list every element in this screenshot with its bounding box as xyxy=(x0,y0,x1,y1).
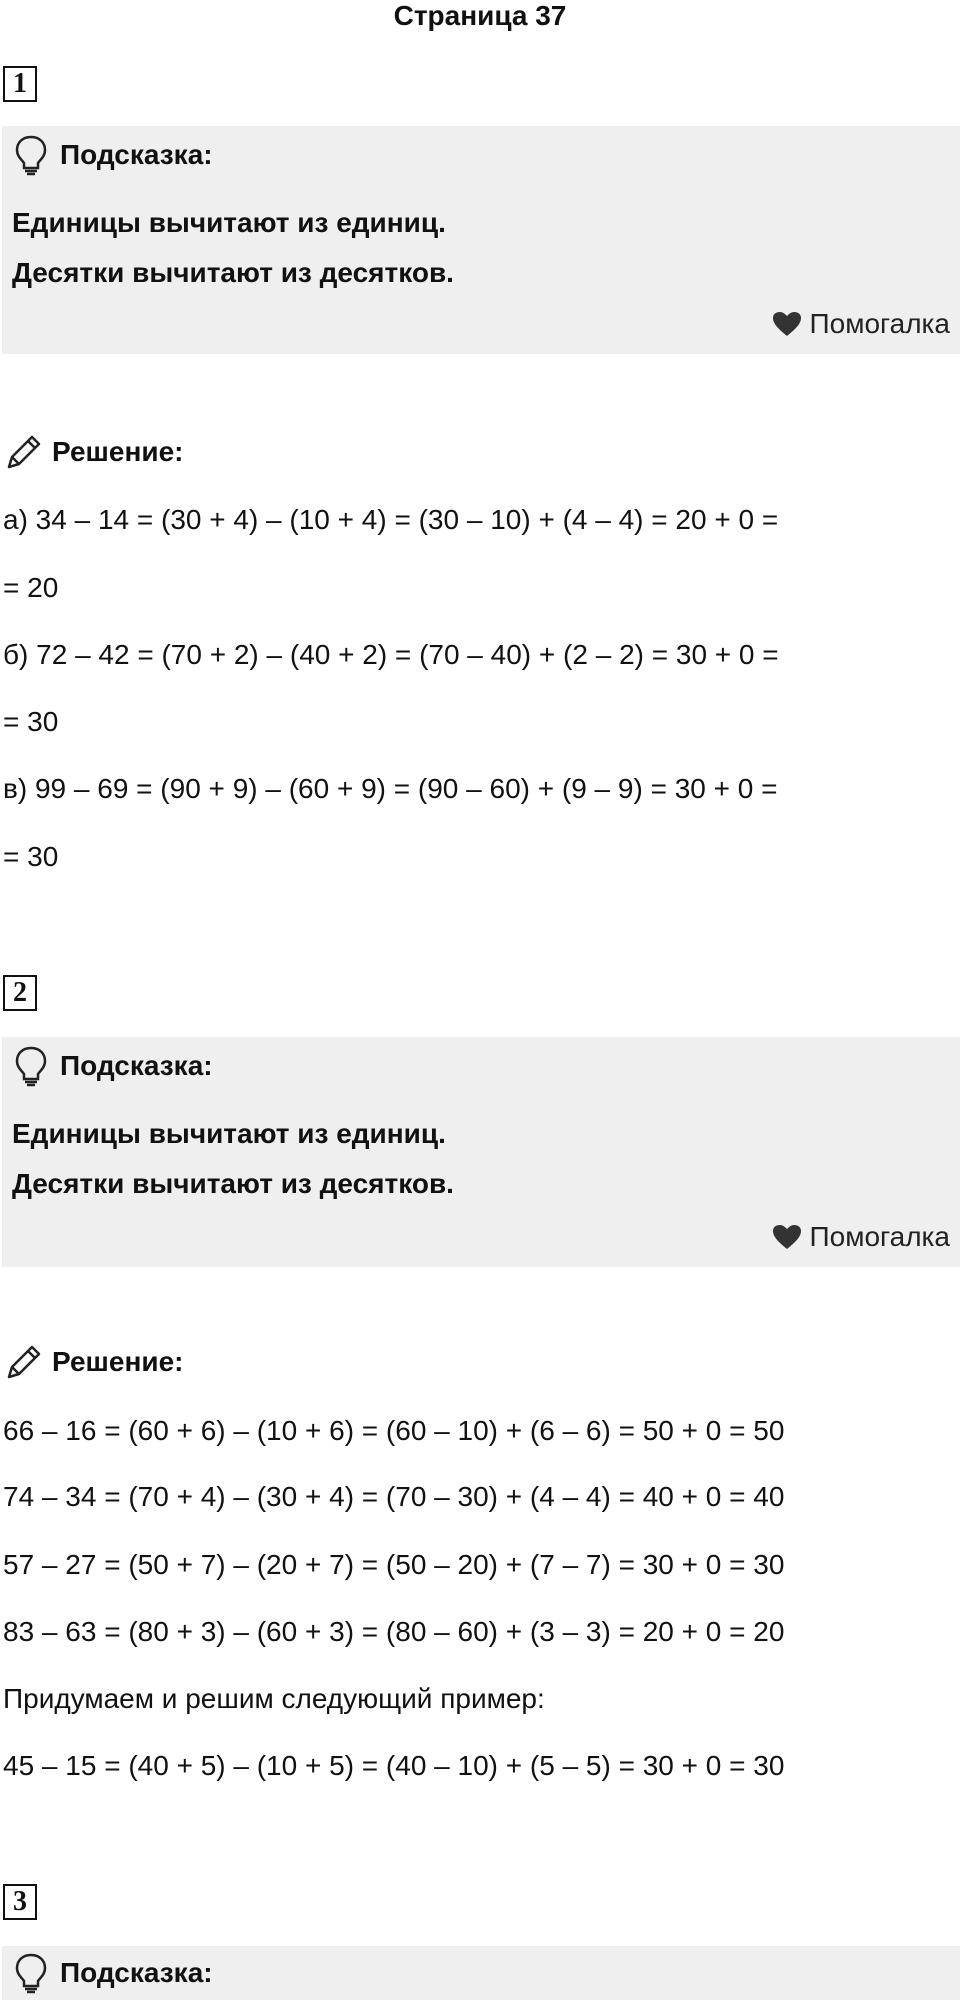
task-number-2: 2 xyxy=(3,975,37,1011)
hint-title: Подсказка: xyxy=(60,1050,213,1081)
solution-title: Решение: xyxy=(52,436,184,467)
hint-line: Десятки вычитают из десятков. xyxy=(12,257,454,288)
solution-title: Решение: xyxy=(52,1346,184,1377)
pencil-icon xyxy=(4,1342,44,1382)
hint-header xyxy=(14,134,213,176)
brand-name: Помогалка xyxy=(809,1221,950,1252)
solution-line: в) 99 – 69 = (90 + 9) – (60 + 9) = (90 – 60) + (9 – 9) = 30 + 0 = xyxy=(3,773,778,804)
solution-line: а) 34 – 14 = (30 + 4) – (10 + 4) = (30 – 10) + (4 – 4) = 20 + 0 = xyxy=(3,504,779,535)
solution-line: = 30 xyxy=(3,841,59,872)
solution-line: 57 – 27 = (50 + 7) – (20 + 7) = (50 – 20) + (7 – 7) = 30 + 0 = 30 xyxy=(3,1549,785,1580)
solution-line: Придумаем и решим следующий пример: xyxy=(3,1683,545,1714)
solution-line: = 20 xyxy=(3,572,59,603)
page-title: Страница 37 xyxy=(393,0,567,31)
hint-line: Единицы вычитают из единиц. xyxy=(12,207,446,238)
solution-line: 45 – 15 = (40 + 5) – (10 + 5) = (40 – 10) + (5 – 5) = 30 + 0 = 30 xyxy=(3,1750,785,1781)
hint-line: Единицы вычитают из единиц. xyxy=(12,1118,446,1149)
solution-header xyxy=(4,1342,183,1382)
hint-box-3 xyxy=(2,1946,960,2000)
solution-line: = 30 xyxy=(3,706,59,737)
hint-title: Подсказка: xyxy=(60,1957,213,1988)
brand-name: Помогалка xyxy=(809,308,950,339)
brand-label xyxy=(772,1221,950,1253)
solution-header xyxy=(4,432,183,472)
hint-header xyxy=(14,1045,213,1087)
lightbulb-icon xyxy=(14,134,48,176)
hint-title: Подсказка: xyxy=(60,139,213,170)
hint-box-2 xyxy=(2,1037,960,1267)
hint-box-1 xyxy=(2,126,960,354)
pencil-icon xyxy=(4,432,44,472)
hint-header xyxy=(14,1952,213,1994)
task-number-3: 3 xyxy=(3,1884,37,1920)
lightbulb-icon xyxy=(14,1952,48,1994)
hint-line: Десятки вычитают из десятков. xyxy=(12,1168,454,1199)
brand-label xyxy=(772,308,950,340)
solution-line: 74 – 34 = (70 + 4) – (30 + 4) = (70 – 30) + (4 – 4) = 40 + 0 = 40 xyxy=(3,1481,785,1512)
solution-line: 83 – 63 = (80 + 3) – (60 + 3) = (80 – 60) + (3 – 3) = 20 + 0 = 20 xyxy=(3,1616,785,1647)
task-number-1: 1 xyxy=(3,66,37,102)
solution-line: 66 – 16 = (60 + 6) – (10 + 6) = (60 – 10) + (6 – 6) = 50 + 0 = 50 xyxy=(3,1415,785,1446)
solution-line: б) 72 – 42 = (70 + 2) – (40 + 2) = (70 – 40) + (2 – 2) = 30 + 0 = xyxy=(3,639,779,670)
lightbulb-icon xyxy=(14,1045,48,1087)
heart-icon xyxy=(772,1224,802,1250)
heart-icon xyxy=(772,311,802,337)
